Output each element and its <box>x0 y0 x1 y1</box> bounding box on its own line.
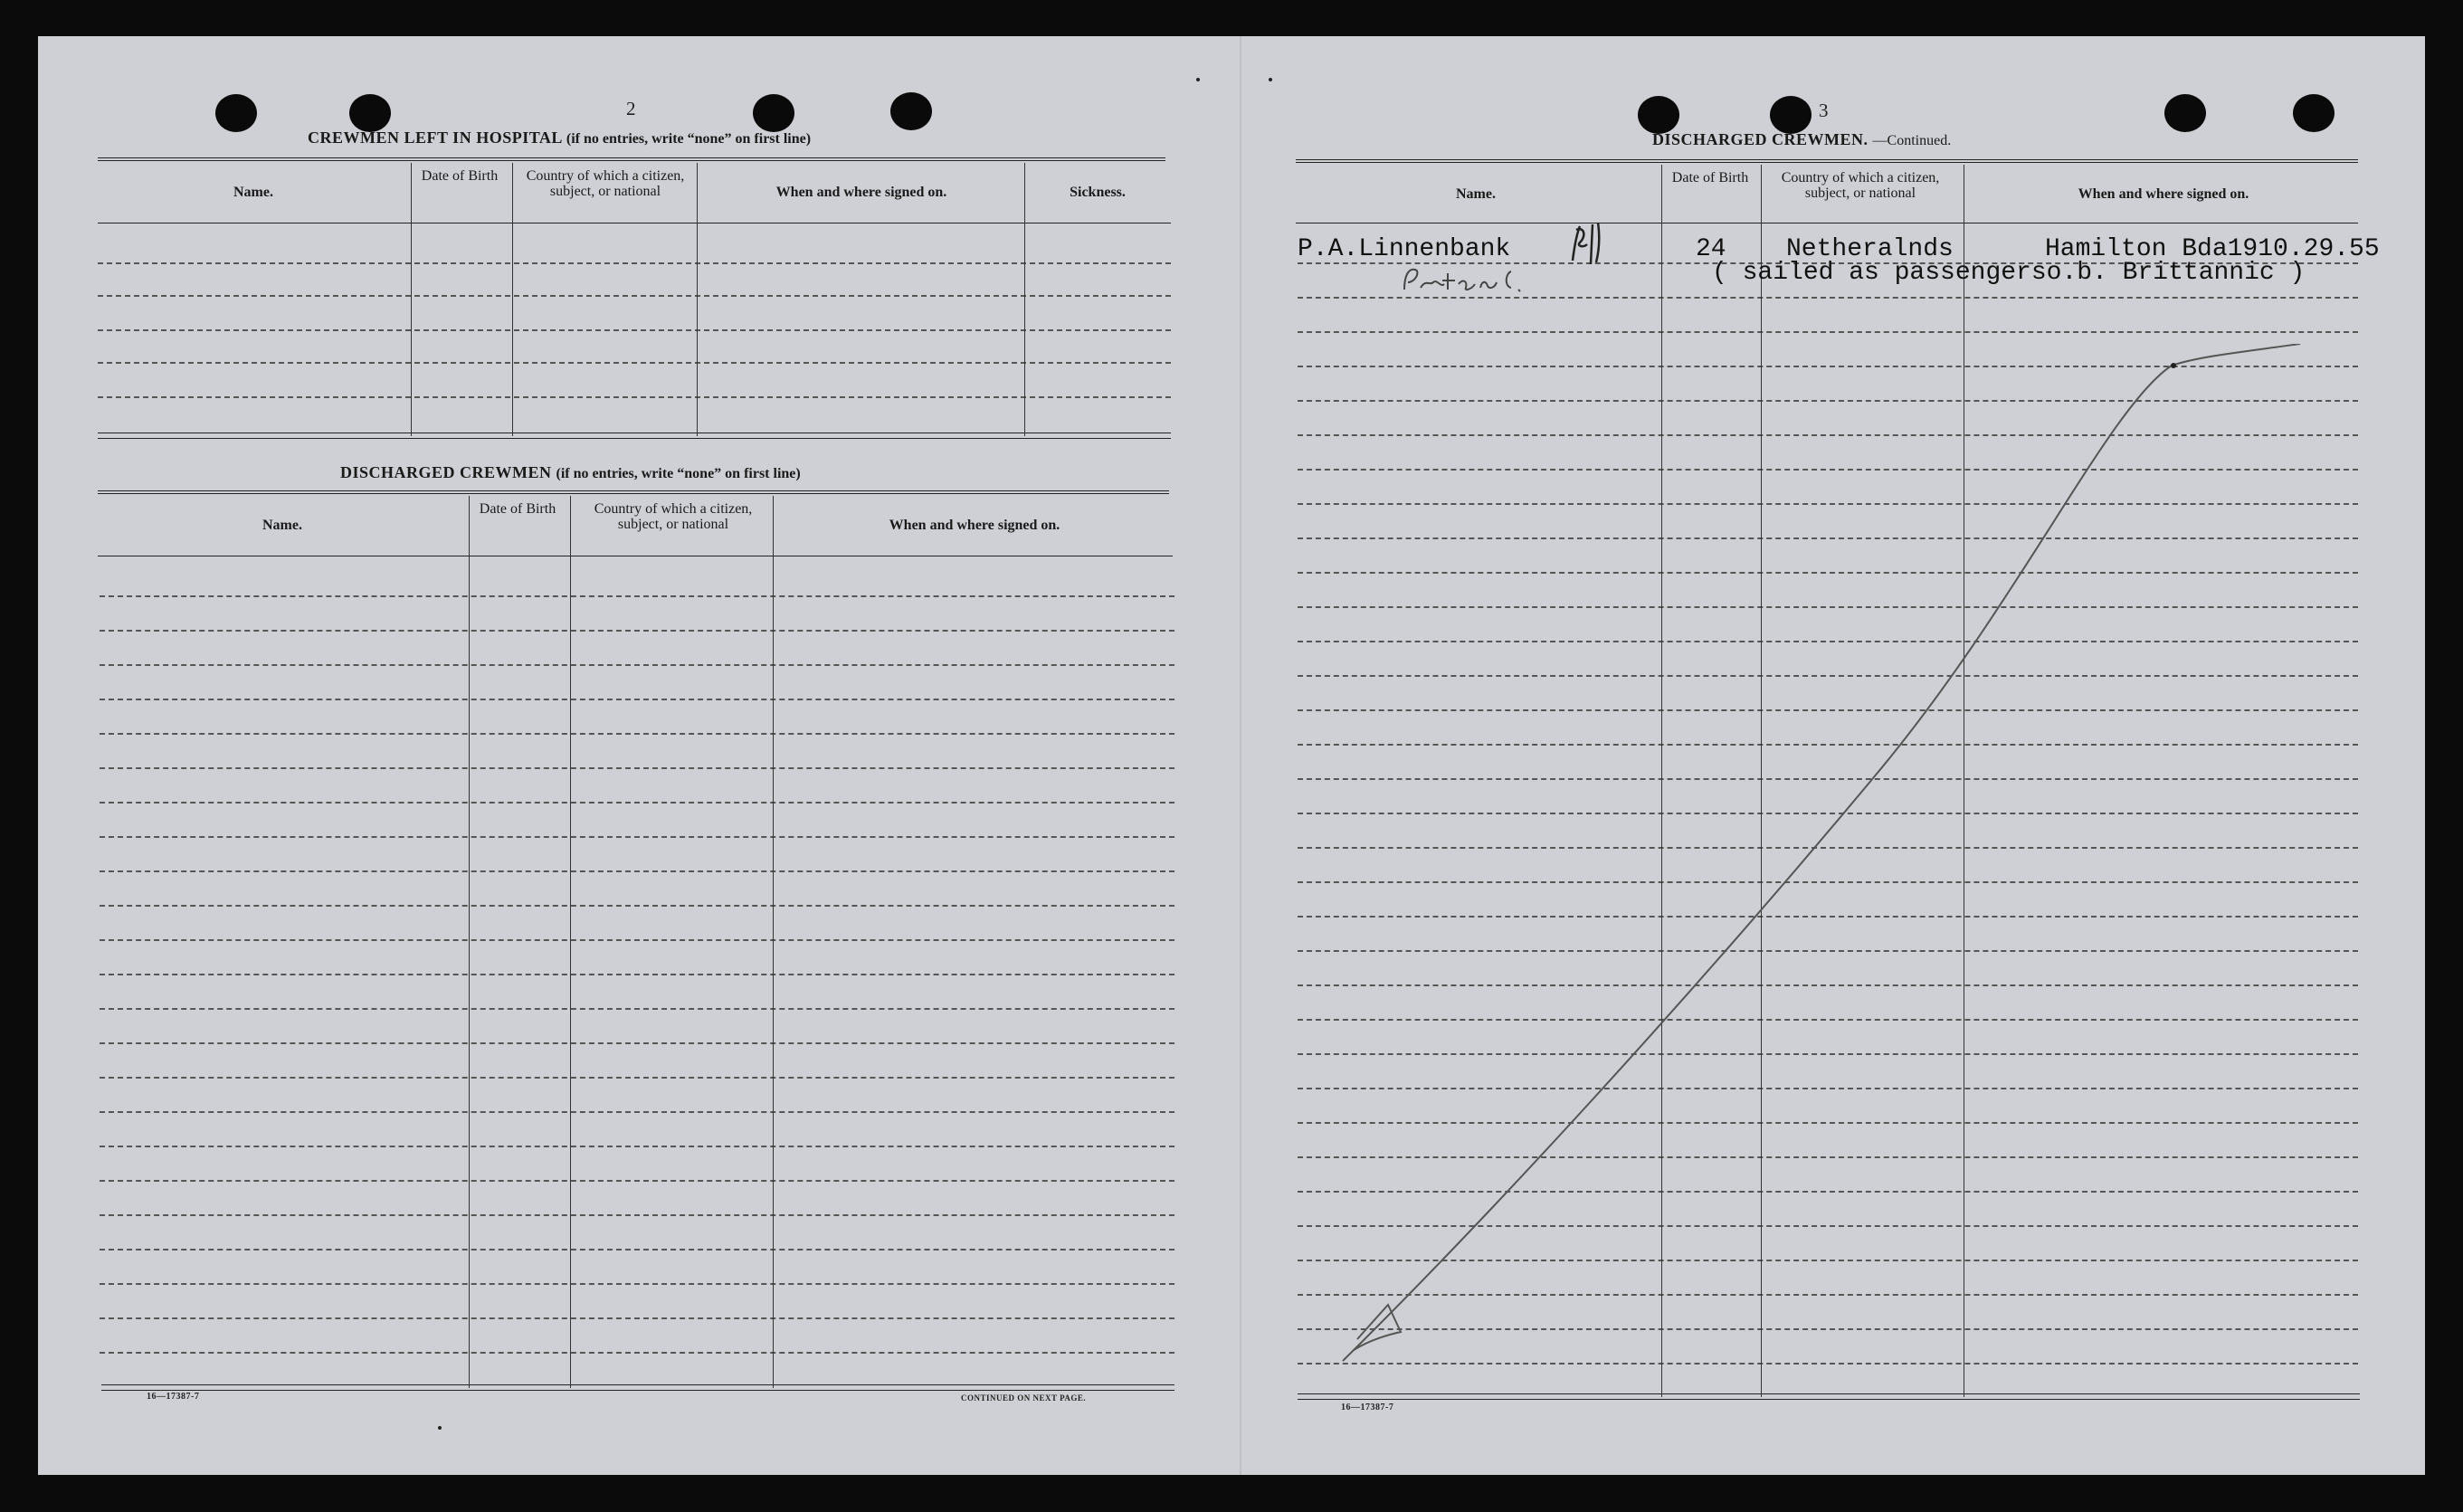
paper-speck <box>438 1426 442 1430</box>
form-number: 16—17387-7 <box>1341 1403 1394 1412</box>
discharged-title-note: (if no entries, write “none” on first line) <box>556 466 801 481</box>
discharged-continued-suffix: —Continued. <box>1872 133 1952 148</box>
discharged-col-signed-on: When and where signed on. <box>889 518 1060 533</box>
hospital-title-note: (if no entries, write “none” on first line) <box>566 131 812 147</box>
hospital-section-title <box>308 128 811 147</box>
discharged-continued-title-text: DISCHARGED CREWMEN. <box>1652 130 1869 148</box>
handwritten-initials <box>1567 219 1618 271</box>
paper-speck <box>1196 78 1200 81</box>
discharged-continued-title <box>1652 130 1951 149</box>
discharged-col-dob: Date of Birth <box>479 501 556 517</box>
punch-hole <box>215 94 257 132</box>
handwritten-signature <box>1399 262 1544 299</box>
hospital-table-top-rule <box>98 157 1165 161</box>
hospital-col-sickness: Sickness. <box>1070 185 1126 200</box>
hospital-col-country: Country of which a citizen, subject, or national <box>526 168 685 199</box>
hospital-col-dob: Date of Birth <box>421 168 499 184</box>
paper-speck <box>1269 78 1272 81</box>
page-number: 2 <box>626 98 636 119</box>
entry-name: P.A.Linnenbank <box>1298 235 1511 263</box>
right-table-bottom-rule-2 <box>1298 1399 2360 1400</box>
punch-hole <box>753 94 794 132</box>
punch-hole <box>890 92 932 130</box>
hospital-title-text: CREWMEN LEFT IN HOSPITAL <box>308 128 562 147</box>
discharged-table-bottom-rule <box>101 1384 1174 1385</box>
entry-date-of-birth: 24 <box>1696 235 1726 263</box>
hospital-col-divider <box>512 163 513 436</box>
discharged-table-top-rule <box>98 490 1169 494</box>
hospital-col-divider <box>1024 163 1025 436</box>
hospital-col-divider <box>411 163 412 436</box>
discharged-col-name: Name. <box>262 518 302 533</box>
discharged-title-text: DISCHARGED CREWMEN <box>340 463 552 481</box>
discharged-col-country: Country of which a citizen, subject, or national <box>594 501 753 532</box>
entry-country: Netheralnds <box>1786 235 1954 263</box>
discharged-section-title <box>340 463 801 482</box>
right-col-dob: Date of Birth <box>1671 170 1749 185</box>
page-number: 3 <box>1819 100 1829 121</box>
right-col-signed-on: When and where signed on. <box>2078 186 2249 202</box>
form-number: 16—17387-7 <box>147 1392 200 1402</box>
hospital-col-signed-on: When and where signed on. <box>775 185 947 200</box>
entry-signed-on: Hamilton Bda1910.29.55 <box>2045 235 2380 263</box>
punch-hole <box>1638 96 1679 134</box>
entry-note: ( sailed as passengerso.b. Brittannic ) <box>1712 259 2306 287</box>
discharged-col-divider <box>773 496 774 1388</box>
punch-hole <box>2164 94 2206 132</box>
discharged-table-bottom-rule-2 <box>101 1390 1174 1391</box>
punch-hole <box>349 94 391 132</box>
right-table-top-rule <box>1296 159 2358 163</box>
right-col-country: Country of which a citizen, subject, or national <box>1781 170 1940 201</box>
cancellation-stroke <box>1330 344 2325 1366</box>
continued-note: CONTINUED ON NEXT PAGE. <box>961 1393 1087 1403</box>
hospital-table-bottom-rule-2 <box>98 438 1171 439</box>
left-page <box>38 36 1241 1475</box>
punch-hole <box>1770 96 1812 134</box>
hospital-col-name: Name. <box>233 185 273 200</box>
discharged-col-divider <box>469 496 470 1388</box>
punch-hole <box>2293 94 2335 132</box>
hospital-col-divider <box>697 163 698 436</box>
right-col-name: Name. <box>1456 186 1496 202</box>
discharged-col-divider <box>570 496 571 1388</box>
right-table-bottom-rule <box>1298 1393 2360 1394</box>
